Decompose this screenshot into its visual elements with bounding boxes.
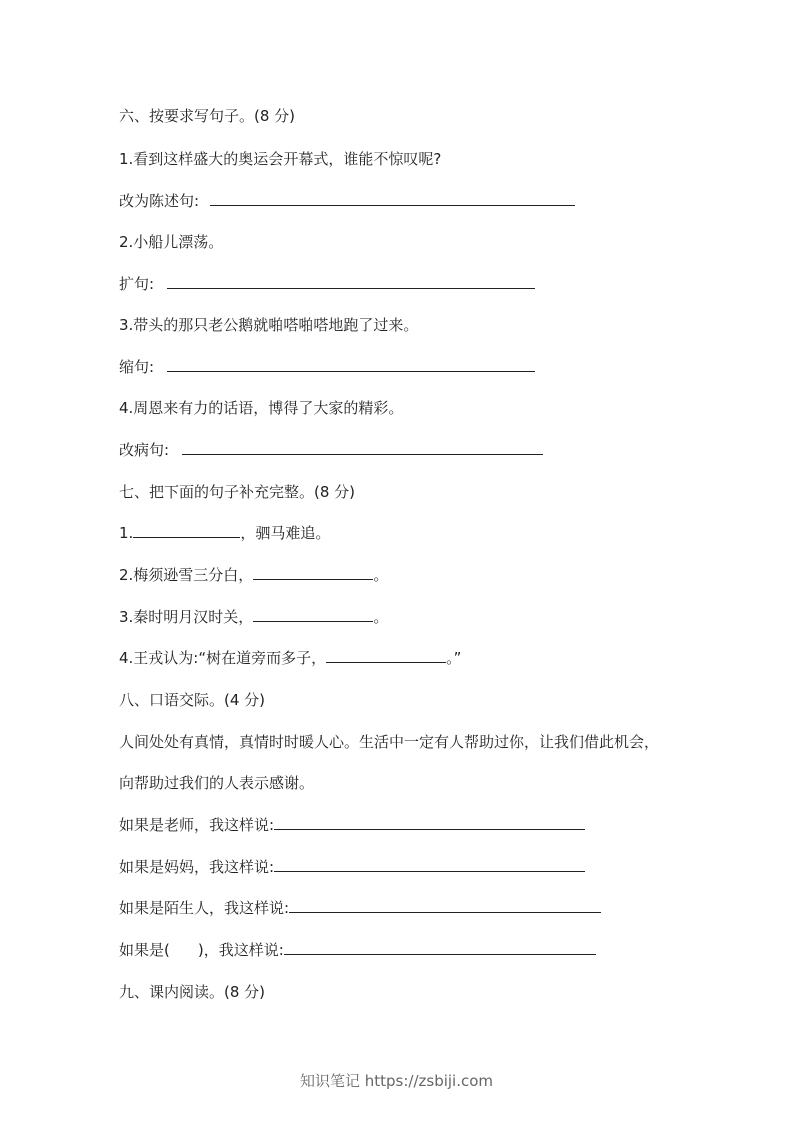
answer-blank[interactable]: [210, 191, 575, 206]
speech-prompt: 如果是陌生人，我这样说:: [119, 899, 290, 917]
question-6-3: 3.带头的那只老公鹅就啪嗒啪嗒地跑了过来。: [119, 316, 419, 334]
answer-prompt: 扩句:: [119, 275, 155, 293]
answer-line-6-4: [119, 440, 543, 460]
question-6-4: 4.周恩来有力的话语，博得了大家的精彩。: [119, 399, 404, 417]
answer-blank[interactable]: [182, 440, 543, 455]
speech-line-other: [119, 940, 596, 960]
question-6-1: 1.看到这样盛大的奥运会开幕式，谁能不惊叹呢?: [119, 150, 442, 168]
answer-prompt: 缩句:: [119, 358, 155, 376]
speech-blank[interactable]: [274, 815, 585, 830]
fill-prefix: 1.: [119, 524, 134, 542]
fill-line-7-4: [119, 648, 461, 668]
fill-line-7-2: [119, 565, 388, 585]
fill-line-7-3: [119, 607, 388, 627]
fill-prefix: 2.梅须逊雪三分白，: [119, 566, 254, 584]
fill-blank[interactable]: [326, 648, 446, 663]
fill-blank[interactable]: [253, 565, 373, 580]
speech-prompt: 如果是老师，我这样说:: [119, 816, 275, 834]
speech-line-stranger: [119, 898, 601, 918]
answer-line-6-1: [119, 191, 575, 211]
answer-blank[interactable]: [167, 274, 535, 289]
section-8-title: 八、口语交际。(4 分): [119, 691, 266, 709]
fill-line-7-1: [119, 523, 330, 543]
answer-line-6-3: [119, 357, 535, 377]
section-9-title: 九、课内阅读。(8 分): [119, 983, 266, 1001]
fill-suffix: 。: [373, 566, 389, 584]
footer-watermark: 知识笔记 https://zsbiji.com: [299, 1072, 494, 1090]
fill-suffix: 。: [373, 608, 389, 626]
fill-prefix: 4.王戎认为:“树在道旁而多子，: [119, 649, 327, 667]
fill-prefix: 3.秦时明月汉时关，: [119, 608, 254, 626]
speech-blank[interactable]: [274, 857, 585, 872]
section-6-title: 六、按要求写句子。(8 分): [119, 107, 296, 125]
section-8-paragraph-2: 向帮助过我们的人表示感谢。: [119, 774, 315, 792]
section-8-paragraph-1: 人间处处有真情，真情时时暖人心。生活中一定有人帮助过你，让我们借此机会，: [119, 733, 660, 751]
speech-blank[interactable]: [289, 898, 601, 913]
answer-line-6-2: [119, 274, 535, 294]
section-7-title: 七、把下面的句子补充完整。(8 分): [119, 483, 356, 501]
speech-line-teacher: [119, 815, 585, 835]
answer-prompt: 改病句:: [119, 441, 170, 459]
fill-suffix: ，驷马难追。: [240, 524, 331, 542]
answer-blank[interactable]: [167, 357, 535, 372]
speech-prompt: 如果是妈妈，我这样说:: [119, 858, 275, 876]
speech-line-mother: [119, 857, 585, 877]
question-6-2: 2.小船儿漂荡。: [119, 233, 224, 251]
speech-prompt-suffix: )，我这样说:: [197, 941, 284, 959]
fill-blank[interactable]: [253, 607, 373, 622]
speech-prompt-prefix: 如果是(: [119, 941, 170, 959]
fill-suffix: 。”: [446, 649, 462, 667]
fill-blank[interactable]: [133, 523, 240, 538]
answer-prompt: 改为陈述句:: [119, 192, 200, 210]
speech-blank[interactable]: [284, 940, 596, 955]
